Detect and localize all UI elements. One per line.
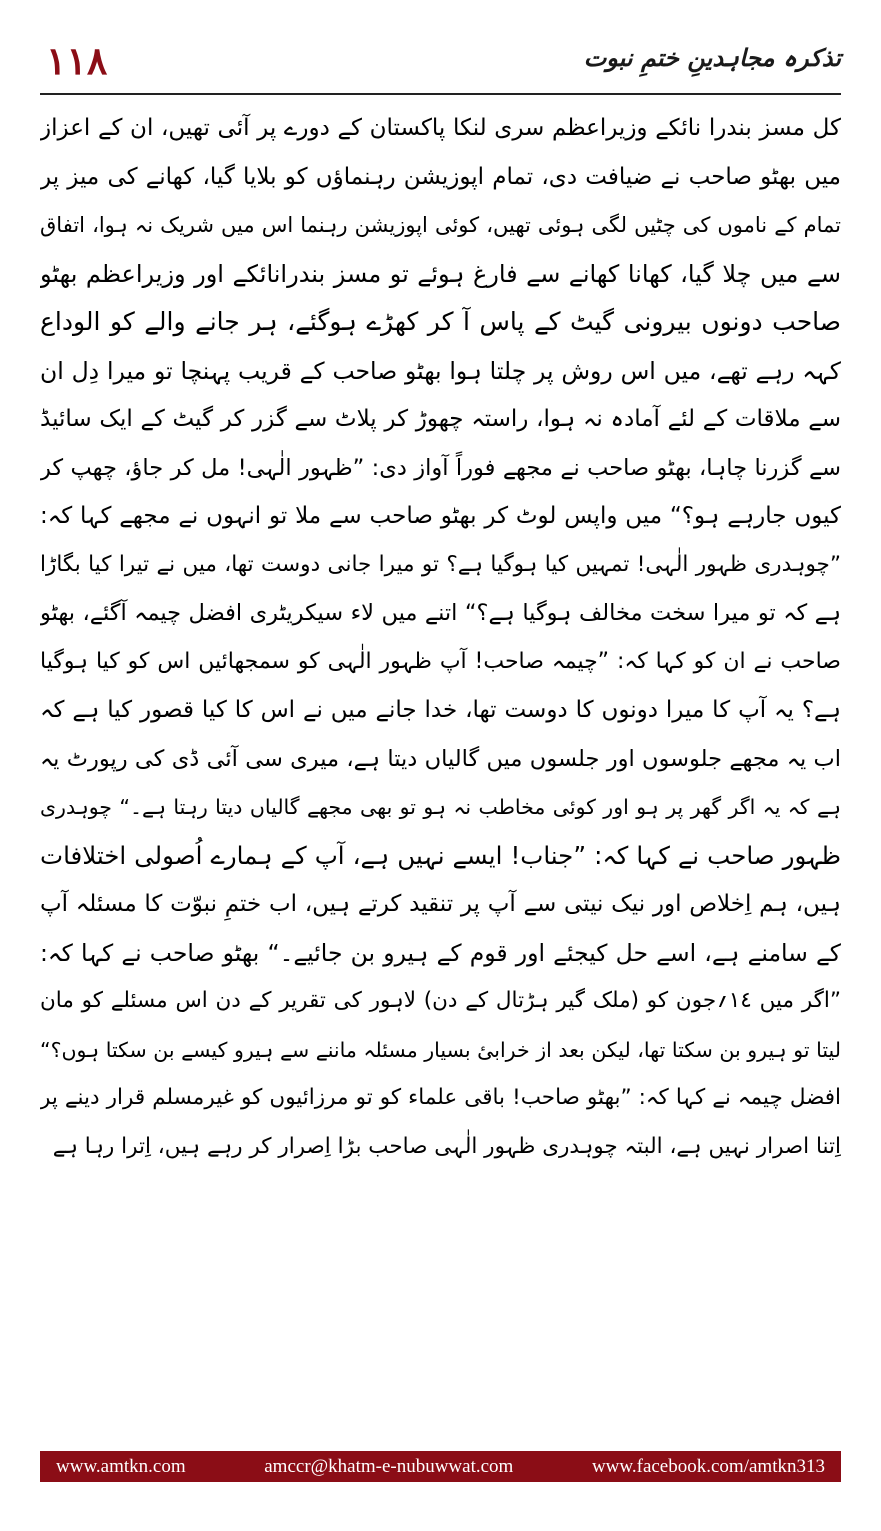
text-line: ہے کہ یہ اگر گھر پر ہو اور کوئی مخاطب نہ ہو تو بھی مجھے گالیاں دیتا رہتا ہے۔“ چوہدری [40, 795, 841, 819]
text-line: کے سامنے ہے، اسے حل کیجئے اور قوم کے ہیرو بن جائیے۔“ بھٹو صاحب نے کہا کہ: [40, 938, 841, 967]
footer-bar [40, 1451, 841, 1482]
book-title: تذکرہ مجاہدینِ ختمِ نبوت [583, 44, 841, 72]
page-number: ١١٨ [46, 38, 108, 83]
text-line: ہے کہ تو میرا سخت مخالف ہوگیا ہے؟“ اتنے میں لاء سیکریٹری افضل چیمہ آگئے، بھٹو [40, 600, 841, 626]
text-line: صاحب دونوں بیرونی گیٹ کے پاس آ کر کھڑے ہوگئے، ہر جانے والے کو الوداع [40, 307, 841, 336]
text-line: ”چوہدری ظہور الٰہی! تمہیں کیا ہوگیا ہے؟ تو میرا جانی دوست تھا، میں نے تیرا کیا بگاڑا [40, 551, 841, 577]
body-text [40, 104, 841, 1424]
text-line: سے ملاقات کے لئے آمادہ نہ ہوا، راستہ چھوڑ کر پلاٹ سے گزر کر گیٹ کے ایک سائیڈ [40, 406, 841, 432]
email-link[interactable]: amccr@khatm-e-nubuwwat.com [264, 1455, 514, 1477]
facebook-link[interactable]: www.facebook.com/amtkn313 [591, 1455, 825, 1477]
text-line: میں بھٹو صاحب نے ضیافت دی، تمام اپوزیشن رہنماؤں کو بلایا گیا، کھانے کی میز پر [40, 163, 841, 190]
text-line: کہہ رہے تھے، میں اس روش پر چلتا ہوا بھٹو صاحب کے قریب پہنچا تو میرا دِل ان [40, 356, 841, 385]
text-line: کیوں جارہے ہو؟“ میں واپس لوٹ کر بھٹو صاحب سے ملا تو انہوں نے مجھے کہا کہ: [40, 503, 841, 529]
text-line: اِتنا اصرار نہیں ہے، البتہ چوہدری ظہور الٰہی صاحب بڑا اِصرار کر رہے ہیں، اِترا رہا ہے [52, 1133, 841, 1159]
text-line: ”اگر میں ١٤؍جون کو (ملک گیر ہڑتال کے دن) لاہور کی تقریر کے دن اس مسئلے کو مان [40, 988, 841, 1013]
header-divider [40, 93, 841, 95]
text-line: افضل چیمہ نے کہا کہ: ”بھٹو صاحب! باقی علماء کو تو مرزائیوں کو غیرمسلم قرار دینے پر [40, 1085, 841, 1110]
text-line: ظہور صاحب نے کہا کہ: ”جناب! ایسے نہیں ہے، آپ کے ہمارے اُصولی اختلافات [40, 840, 841, 870]
text-line: لیتا تو ہیرو بن سکتا تھا، لیکن بعد از خرابیٔ بسیار مسئلہ ماننے سے ہیرو کیسے بن سکتا ہوں؟“ [40, 1037, 841, 1062]
text-line: صاحب نے ان کو کہا کہ: ”چیمہ صاحب! آپ ظہور الٰہی کو سمجھائیں اس کو کیا ہوگیا [40, 648, 841, 674]
text-line: سے میں چلا گیا، کھانا کھانے سے فارغ ہوئے تو مسز بندرانائکے اور وزیراعظم بھٹو [40, 259, 841, 288]
text-line: تمام کے ناموں کی چٹیں لگی ہوئی تھیں، کوئی اپوزیشن رہنما اس میں شریک نہ ہوا، اتفاق [40, 213, 841, 237]
text-line: ہیں، ہم اِخلاص اور نیک نیتی سے آپ پر تنقید کرتے ہیں، اب ختمِ نبوّت کا مسئلہ آپ [40, 891, 841, 917]
text-line: کل مسز بندرا نائکے وزیراعظم سری لنکا پاکستان کے دورے پر آئی تھیں، ان کے اعزاز [40, 115, 841, 141]
text-line: اب یہ مجھے جلوسوں اور جلسوں میں گالیاں دیتا ہے، میری سی آئی ڈی کی رپورٹ یہ [40, 745, 841, 772]
text-line: ہے؟ یہ آپ کا میرا دونوں کا دوست تھا، خدا جانے میں نے اس کا کیا قصور کیا ہے کہ [40, 697, 841, 723]
page-header [40, 30, 841, 90]
website-link[interactable]: www.amtkn.com [56, 1455, 186, 1477]
text-line: سے گزرنا چاہا، بھٹو صاحب نے مجھے فوراً آواز دی: ”ظہور الٰہی! مل کر جاؤ، چھپ کر [40, 454, 841, 481]
